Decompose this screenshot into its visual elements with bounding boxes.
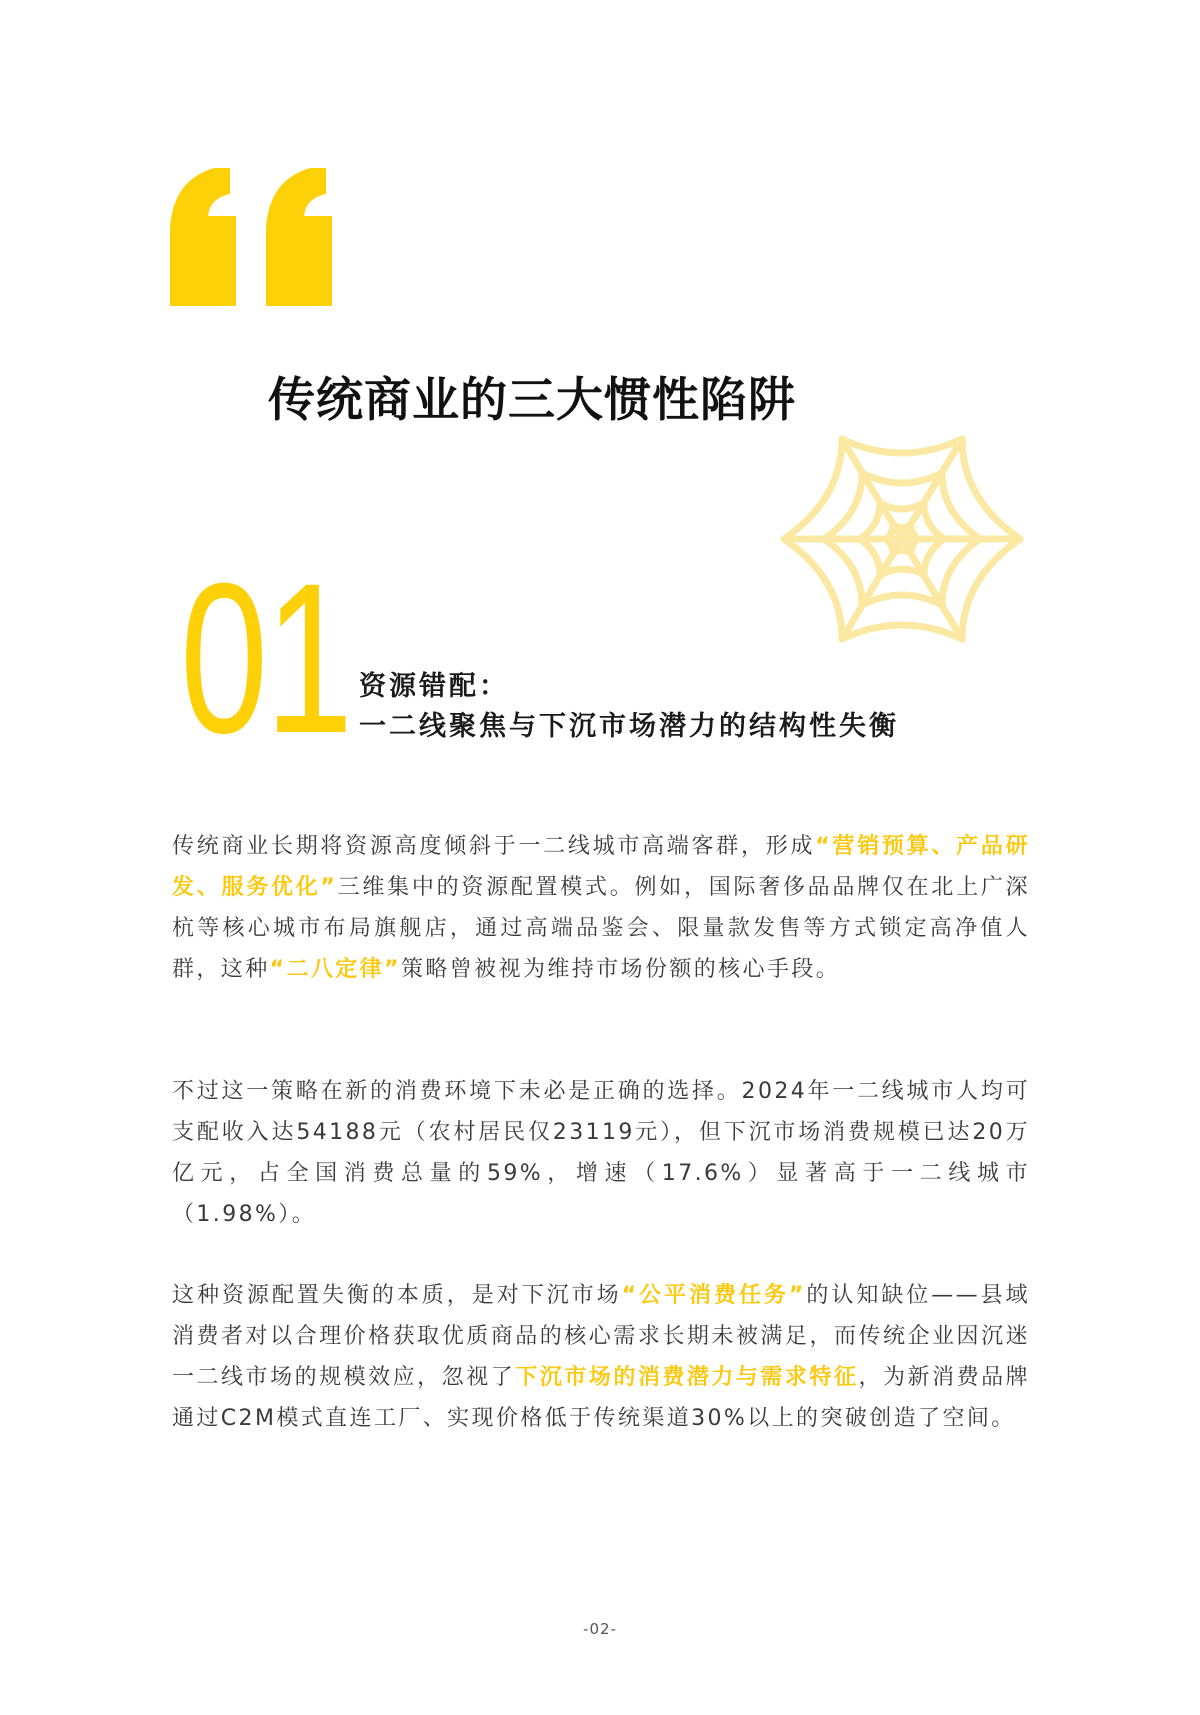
paragraph-text: 策略曾被视为维持市场份额的核心手段。: [400, 957, 841, 982]
section-subtitle-line-1: 资源错配：: [359, 671, 509, 702]
paragraph-text: 的认知缺位——县域消费者对以合理价格获取优质商品的核心需求长期未被满足，而传统企业因沉迷一二线市场的规模效应，忽视了: [172, 1283, 1031, 1390]
section-subtitle: [359, 667, 899, 747]
paragraph-3: [172, 1275, 1030, 1439]
spider-web-icon: [778, 433, 1026, 645]
highlight-text: 下沉市场的消费潜力与需求特征: [515, 1365, 859, 1390]
paragraph-1: [172, 826, 1030, 990]
page-title: 传统商业的三大惯性陷阱: [268, 373, 796, 428]
paragraph-2: [172, 1071, 1030, 1235]
paragraph-text: 不过这一策略在新的消费环境下未必是正确的选择。2024年一二线城市人均可支配收入达54188元（农村居民仅23119元），但下沉市场消费规模已达20万亿元，占全国消费总量的59%，增速（17.6%）显著高于一二线城市（1.98%）。: [172, 1079, 1030, 1227]
section-subtitle-line-2: 一二线聚焦与下沉市场潜力的结构性失衡: [359, 711, 899, 742]
paragraph-text: 传统商业长期将资源高度倾斜于一二线城市高端客群，形成: [172, 834, 816, 859]
paragraph-text: ，为新消费品牌通过C2M模式直连工厂、实现价格低于传统渠道30%以上的突破创造了空间。: [172, 1365, 1031, 1431]
highlight-text: “营销预算、产品研发、服务优化”: [172, 834, 1031, 900]
page-number: -02-: [583, 1620, 617, 1638]
highlight-text: “二八定律”: [269, 957, 401, 982]
paragraph-text: 这种资源配置失衡的本质，是对下沉市场: [172, 1283, 622, 1308]
paragraph-text: 三维集中的资源配置模式。例如，国际奢侈品品牌仅在北上广深杭等核心城市布局旗舰店，通过高端品鉴会、限量款发售等方式锁定高净值人群，这种: [172, 875, 1030, 982]
quote-mark-icon: [170, 168, 332, 306]
highlight-text: “公平消费任务”: [621, 1283, 806, 1308]
section-number: 01: [180, 539, 351, 778]
